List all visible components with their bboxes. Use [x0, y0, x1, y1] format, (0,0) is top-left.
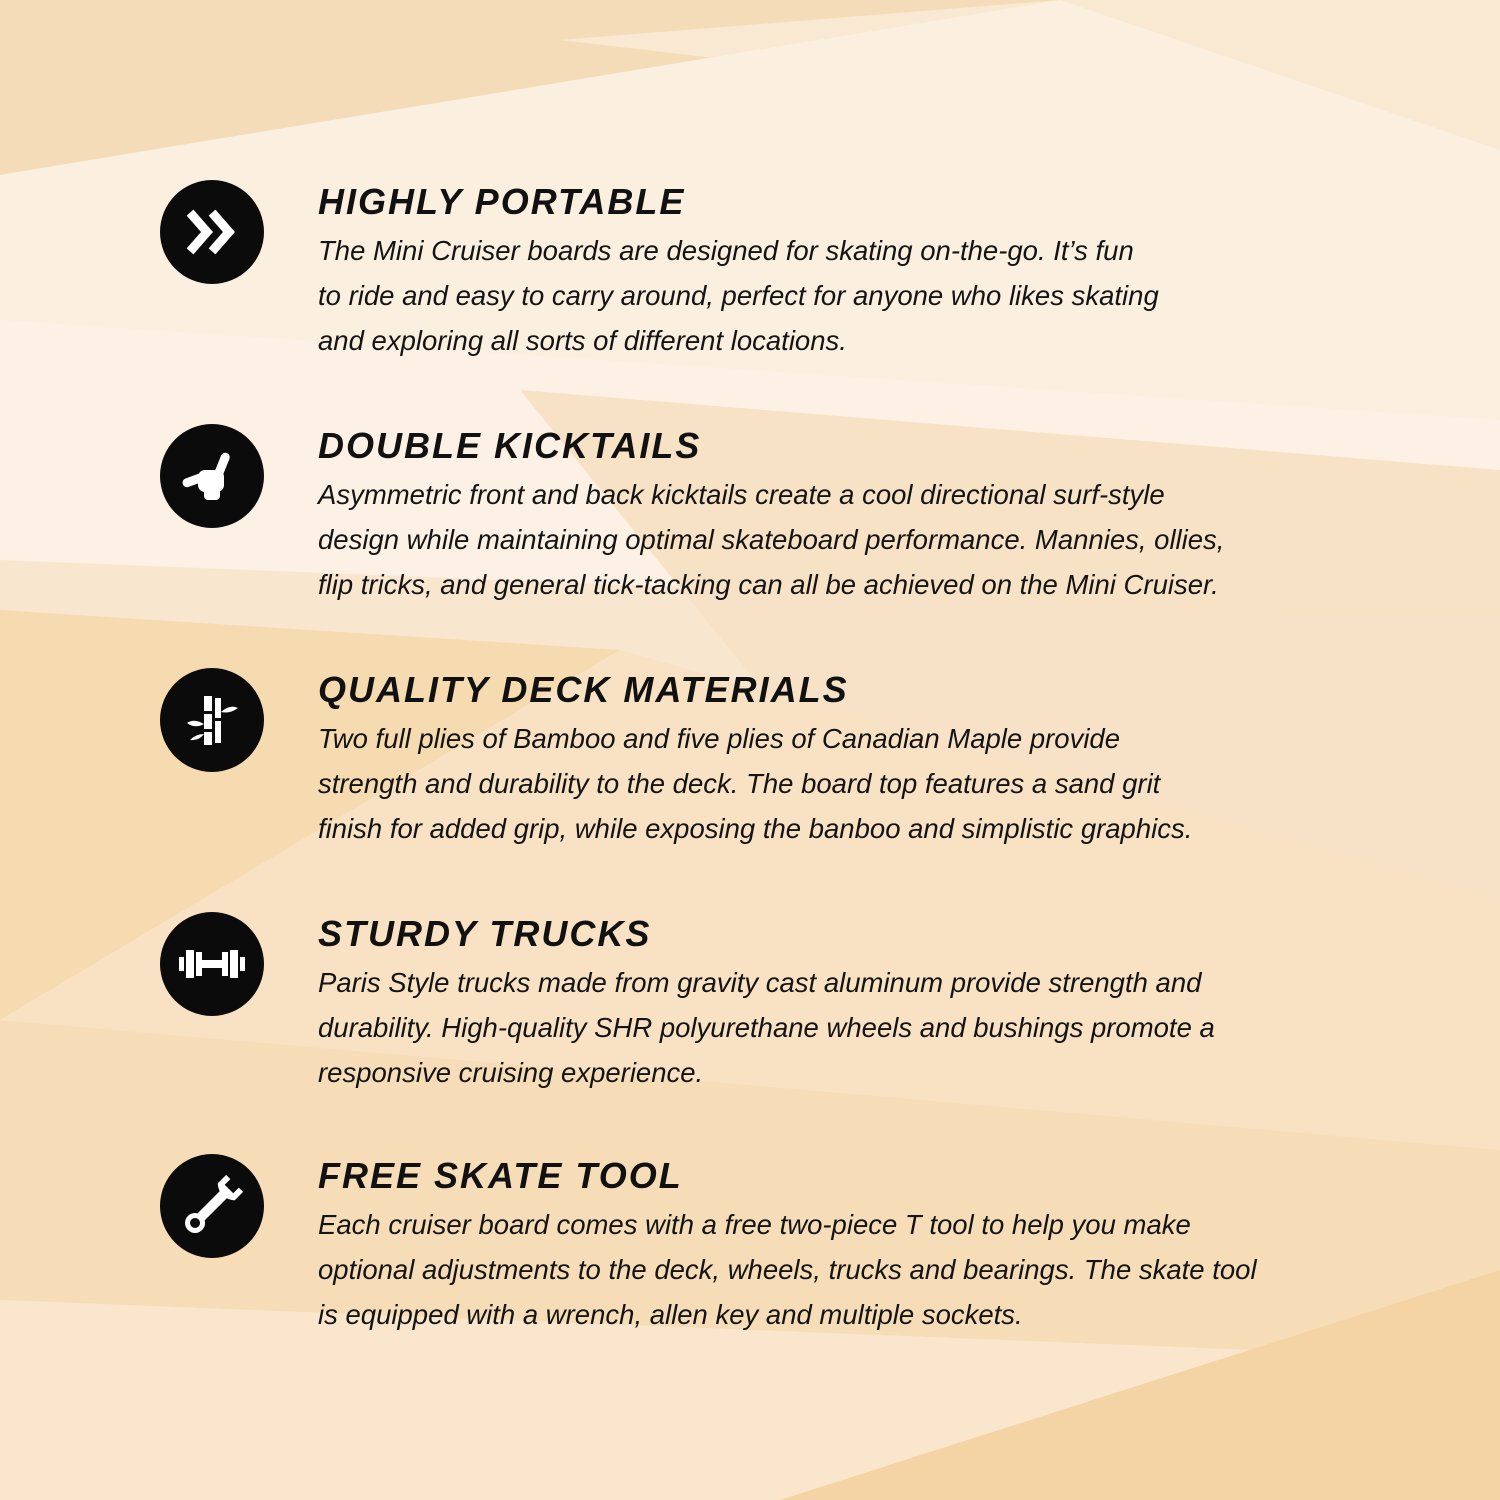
feature-description: Each cruiser board comes with a free two-piece T tool to help you make optional adjustments to the deck, wheels, trucks and bearings. The skate tool is equipped with a wrench, allen key and multiple sockets. — [318, 1209, 1257, 1330]
feature-title: HIGHLY PORTABLE — [318, 181, 686, 222]
feature-title: QUALITY DECK MATERIALS — [318, 669, 849, 710]
feature-description: The Mini Cruiser boards are designed for skating on-the-go. It’s fun to ride and easy to carry around, perfect for anyone who likes skating and exploring all sorts of different locations. — [318, 235, 1159, 356]
dumbbell-icon — [160, 912, 264, 1016]
feature-title: DOUBLE KICKTAILS — [318, 425, 702, 466]
feature-description: Paris Style trucks made from gravity cast aluminum provide strength and durability. High-quality SHR polyurethane wheels and bushings promote a responsive cruising experience. — [318, 967, 1215, 1088]
bamboo-icon — [160, 668, 264, 772]
feature-title: STURDY TRUCKS — [318, 913, 652, 954]
feature-description: Two full plies of Bamboo and five plies of Canadian Maple provide strength and durability to the deck. The board top features a sand grit finish for added grip, while exposing the banboo and simplistic graphics. — [318, 723, 1193, 844]
feature-description: Asymmetric front and back kicktails create a cool directional surf-style design while maintaining optimal skateboard performance. Mannies, ollies, flip tricks, and general tick-tacking can all be achieved on the Mini Cruiser. — [318, 479, 1225, 600]
shaka-hand-icon — [160, 424, 264, 528]
double-chevron-icon — [160, 180, 264, 284]
wrench-icon — [160, 1154, 264, 1258]
feature-title: FREE SKATE TOOL — [318, 1155, 683, 1196]
